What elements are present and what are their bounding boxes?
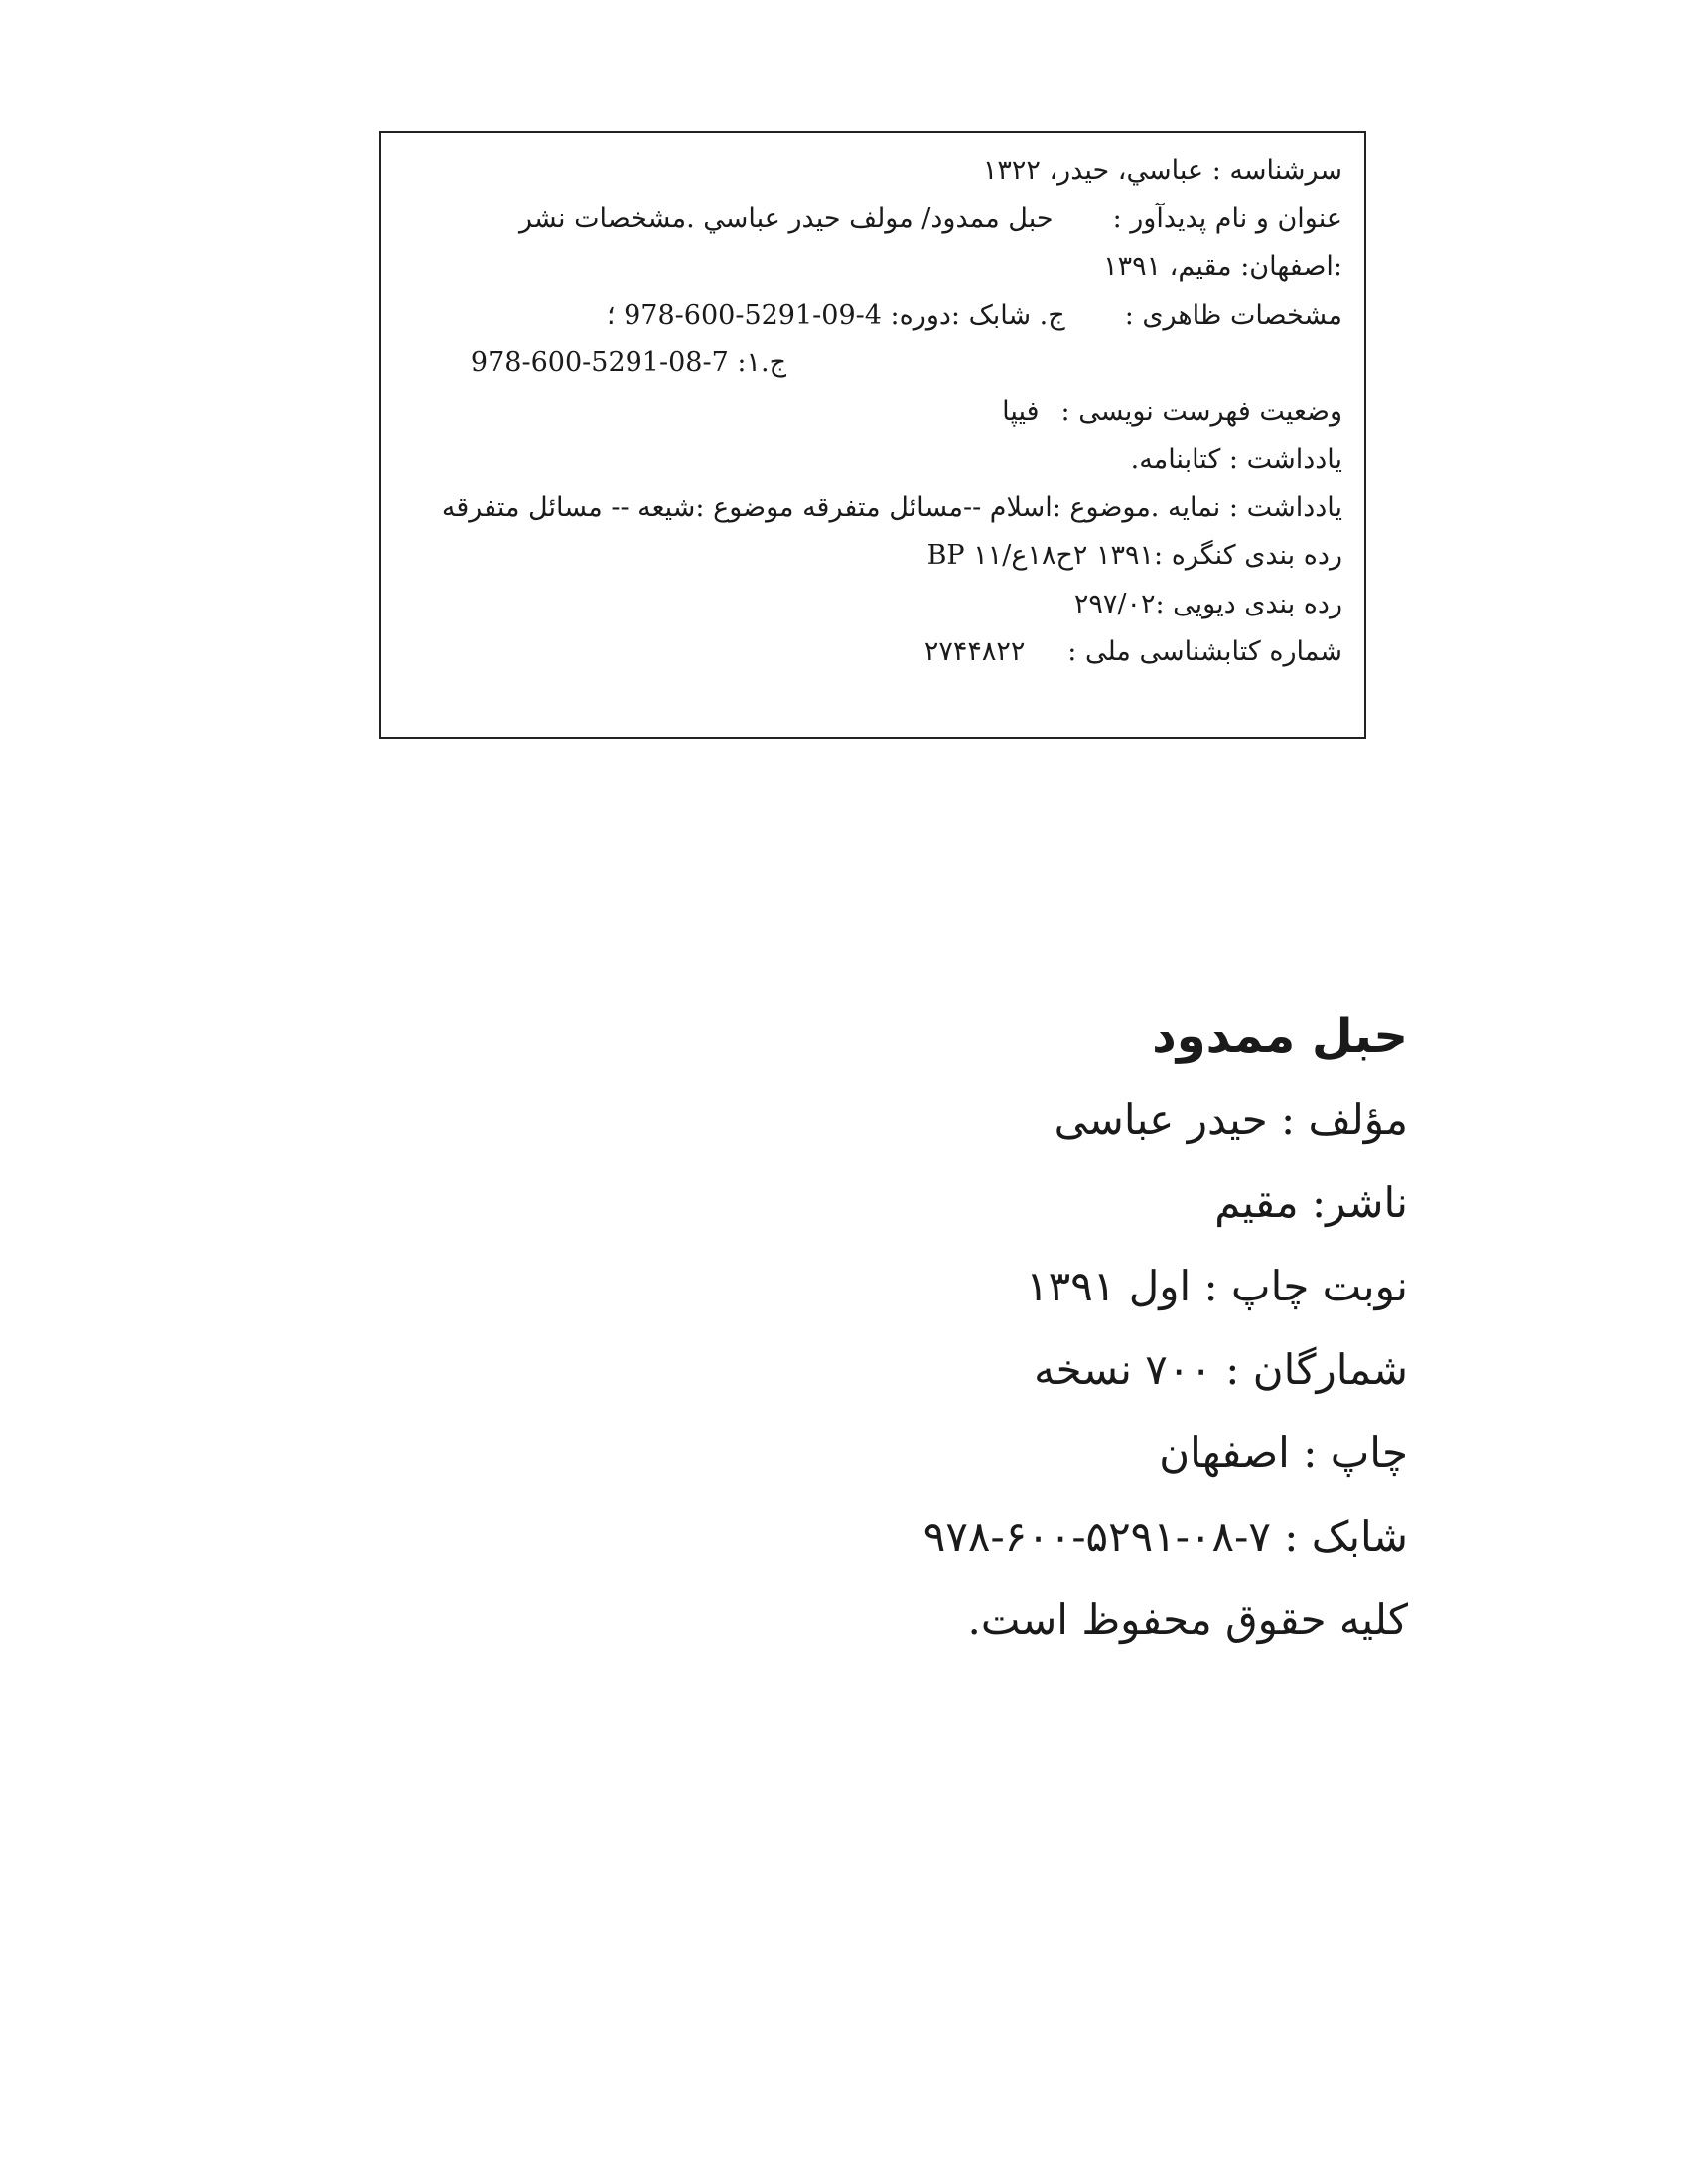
imprint-rights: کلیه حقوق محفوظ است. [967,1595,1408,1644]
imprint-author: مؤلف : حیدر عباسی [1054,1095,1408,1144]
cip-publisher-line: :اصفهان: مقیم، ۱۳۹۱ [1103,251,1342,282]
cip-catalog-value: فیپا [1002,395,1040,427]
imprint-isbn: شابک : ۷-۰۸-۵۲۹۱-۶۰۰-۹۷۸ [922,1512,1408,1561]
cip-physical-value: ج. شابک :دوره: 4-09-5291-600-978 ؛ [606,299,1065,331]
cip-dewey-classification: رده بندی دیویی :۲۹۷/۰۲ [1073,588,1342,619]
cip-note-subjects: یادداشت : نمایه .موضوع :اسلام --مسائل متفرقه موضوع :شیعه -- مسائل متفرقه [441,491,1342,523]
cip-physical-row [403,292,1342,341]
imprint-print-run: شمارگان : ۷۰۰ نسخه [1034,1345,1408,1394]
cip-national-number: شماره کتابشناسی ملی : ۲۷۴۴۸۲۲ [923,636,1342,667]
cip-title-row [403,196,1342,244]
cip-note-bibliography: یادداشت : کتابنامه. [1130,444,1342,475]
cip-lc-classification: رده بندی کنگره :۱۳۹۱ ۲ح۱۸ع/۱۱ BP [926,540,1342,571]
imprint-block [614,995,1408,1662]
book-title: حبل ممدود [1152,1009,1408,1064]
imprint-edition: نوبت چاپ : اول ۱۳۹۱ [1026,1262,1408,1310]
imprint-print-place: چاپ : اصفهان [1159,1429,1408,1477]
imprint-publisher: ناشر: مقیم [1214,1178,1408,1227]
cip-physical-label: مشخصات ظاهری : [1124,299,1342,331]
cip-isbn-volume1: ج.۱: 7-08-5291-600-978 [470,347,786,378]
cip-record-box [379,131,1366,739]
cip-title-value: حبل ممدود/ مولف حيدر عباسي .مشخصات نشر [519,203,1054,234]
cip-title-label: عنوان و نام پدیدآور : [1112,203,1342,234]
cip-catalog-row [403,388,1342,437]
cip-heading: سرشناسه : عباسي، حيدر، ۱۳۲۲ [982,155,1342,186]
cip-catalog-label: وضعیت فهرست نویسی : [1060,395,1342,427]
